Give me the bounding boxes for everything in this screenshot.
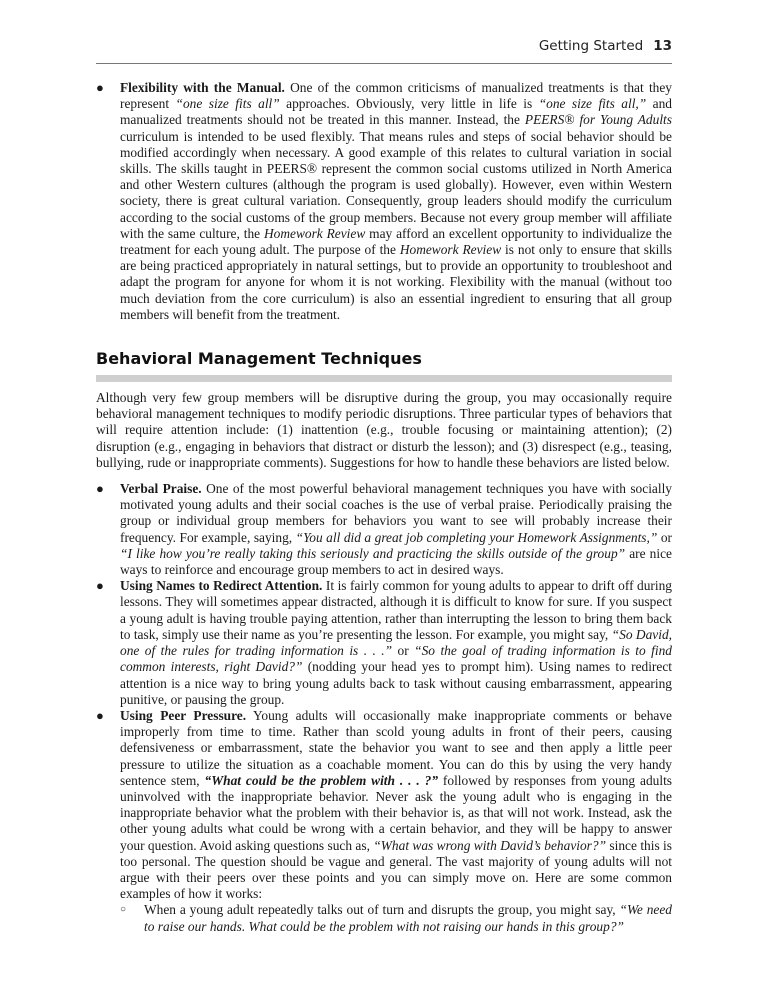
flexibility-list bbox=[96, 80, 672, 323]
text-run: or bbox=[392, 643, 415, 659]
text-run: Young adults will occasionally make inappropriate comments or behave improperly from time to time. Rather than scold young adults in front of their peers, causing defensiveness or embarrassment, state the behavior you want to see and then apply a little peer pressure to utilize the situation as a coachable moment. You can do this by using the very handy sentence stem, bbox=[120, 707, 672, 788]
bullet-icon: ● bbox=[96, 80, 104, 95]
italic-run: Homework Review bbox=[399, 242, 502, 258]
text-run: are nice ways to reinforce and encourage group members to act in desired ways. bbox=[120, 545, 672, 578]
peer-pressure-examples bbox=[120, 902, 672, 934]
header-rule bbox=[96, 63, 672, 64]
text-run: approaches. Obviously, very little in life is bbox=[279, 96, 539, 112]
text-run: One of the most powerful behavioral management techniques you have with socially motivated young adults and their social coaches is the use of verbal praise. Periodically praising the group or individual group members for behaviors you want to see will probably increase their frequency. For example, saying, bbox=[120, 481, 672, 545]
page-body bbox=[96, 80, 672, 935]
bullet-flexibility bbox=[96, 80, 672, 323]
text-run: is not only to ensure that skills are being practiced appropriately in natural settings, but to provide an opportunity to troubleshoot and adapt the program for anyone for whom it is not working. Flexibility with the manual (without too much deviation from the core curriculum) is also an essential ingredient to ensuring that all group members will benefit from the treatment. bbox=[120, 242, 672, 322]
text-run: One of the common criticisms of manualized treatments is that they represent bbox=[120, 80, 672, 112]
italic-run: “one size fits all,” bbox=[538, 96, 647, 112]
text-run: may afford an excellent opportunity to individualize the treatment for each young adult. The purpose of the bbox=[120, 225, 672, 258]
italic-run: “What was wrong with David’s behavior?” bbox=[373, 837, 607, 853]
bullet-peer-pressure bbox=[96, 708, 672, 935]
circle-bullet-icon: ○ bbox=[120, 904, 127, 916]
bullet-icon: ● bbox=[96, 481, 104, 497]
page-number: 13 bbox=[653, 38, 672, 54]
italic-run: “So the goal of trading information is to find common interests, right David?” bbox=[120, 643, 673, 675]
section-rule bbox=[96, 375, 672, 382]
italic-run: “So David, one of the rules for trading information is . . .” bbox=[120, 626, 672, 659]
bullet-lead: Verbal Praise. bbox=[120, 481, 202, 497]
italic-run: “I like how you’re really taking this seriously and practicing the skills outside of the group” bbox=[120, 545, 626, 561]
bullet-icon: ● bbox=[96, 578, 104, 594]
italic-run: Homework Review bbox=[263, 225, 366, 241]
bullet-verbal-praise bbox=[96, 481, 672, 578]
text-run: (nodding your head yes to prompt him). Using names to redirect attention is a nice way to bring young adults back to task without causing embarrassment, appearing punitive, or pausing the group. bbox=[120, 659, 672, 707]
bullet-lead: Using Peer Pressure. bbox=[120, 707, 247, 723]
italic-run: PEERS® for Young Adults bbox=[524, 112, 672, 128]
italic-run: “We need to raise our hands. What could be the problem with not raising our hands in this group?” bbox=[144, 902, 672, 934]
intro-paragraph: Although very few group members will be disruptive during the group, you may occasionally require behavioral management techniques to modify periodic disruptions. Three particular types of behaviors that will require attention include: (1) inattention (e.g., trouble focusing or maintaining attention); (2) disruption (e.g., engaging in behaviors that distract or disturb the lesson); and (3) disrespect (e.g., teasing, bullying, rude or inappropriate comments). Suggestions for how to handle these behaviors are listed below. bbox=[96, 390, 672, 470]
techniques-list bbox=[96, 481, 672, 935]
text-run: When a young adult repeatedly talks out of turn and disrupts the group, you might say, bbox=[144, 902, 620, 918]
sub-bullet-example bbox=[120, 902, 672, 934]
text-run: and manualized treatments should not be treated in this manner. Instead, the bbox=[120, 96, 673, 128]
bullet-lead: Using Names to Redirect Attention. bbox=[120, 578, 323, 594]
text-run: curriculum is intended to be used flexibly. That means rules and steps of social behavior should be modified accordingly when necessary. A good example of this relates to cultural variation in social skills. The skills taught in PEERS® represent the common social customs utilized in North America and other Western cultures (although the program is used globally). However, even within Western society, there is great cultural variation. Consequently, group leaders should modify the curriculum according to the social customs of the group members. Because not every group member will affiliate with the same culture, the bbox=[120, 128, 672, 241]
italic-run: “You all did a great job completing your Homework Assignments,” bbox=[295, 529, 658, 545]
text-run: since this is too personal. The question should be vague and general. The vast majority of young adults will not argue with their peers over these points and you can simply move on. Here are some common examples of how it works: bbox=[120, 837, 672, 902]
header-title: Getting Started bbox=[538, 38, 644, 54]
italic-run: “one size fits all” bbox=[175, 96, 280, 112]
section-title: Behavioral Management Techniques bbox=[96, 349, 422, 369]
bold-italic-run: “What could be the problem with . . . ?” bbox=[204, 772, 439, 788]
bullet-icon: ● bbox=[96, 707, 104, 723]
text-run: followed by responses from young adults uninvolved with the inappropriate behavior. Never ask the young adult who is engaging in the inappropriate behavior what the problem with their behavior is, as that will not work. Instead, ask the other young adults what could be wrong with a certain behavior, and they will be happy to answer your question. Avoid asking questions such as, bbox=[120, 772, 672, 853]
text-run: It is fairly common for young adults to appear to drift off during lessons. They will sometimes appear distracted, although it is difficult to know for sure. If you suspect a young adult is having trouble paying attention, rather than interrupting the lesson to bring them back to task, simply use their name as you’re presenting the lesson. For example, you might say, bbox=[120, 578, 673, 642]
running-header bbox=[539, 38, 672, 54]
text-run: or bbox=[657, 529, 672, 545]
bullet-using-names bbox=[96, 578, 672, 708]
bullet-lead: Flexibility with the Manual. bbox=[120, 80, 285, 95]
